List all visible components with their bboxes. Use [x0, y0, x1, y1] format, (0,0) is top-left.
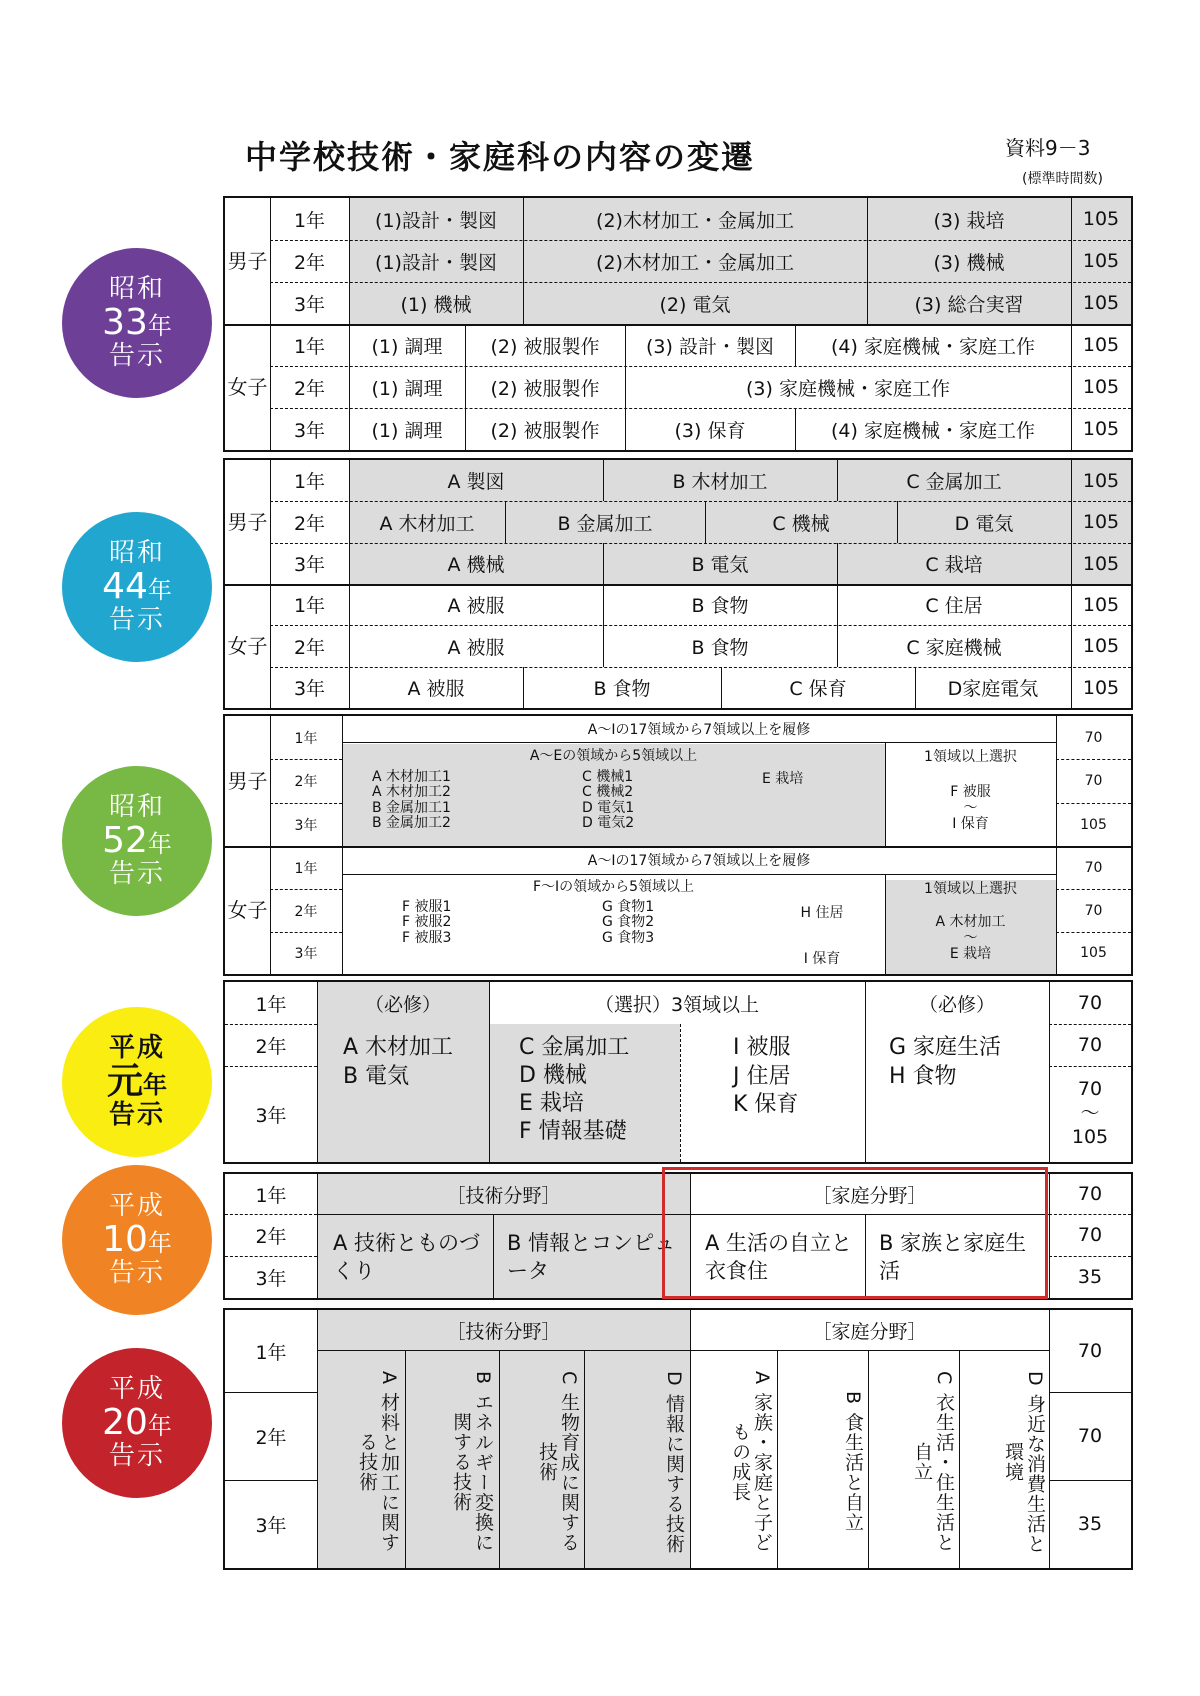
boys-label: 男子	[227, 249, 268, 273]
table-s52	[223, 714, 1133, 976]
hours-cell: 35	[1077, 1266, 1103, 1288]
content-cell: (3) 機械	[933, 251, 1005, 274]
content-cell: (3) 総合実習	[914, 293, 1024, 316]
grade-label: 3年	[294, 817, 318, 834]
content-cell: (3) 保育	[674, 419, 746, 442]
era-name: 平成	[108, 1191, 165, 1222]
girls-area-list: F 被服1 F 被服2 F 被服3	[402, 899, 452, 946]
era-badge-h20	[62, 1348, 212, 1498]
content-cell: B 金属加工	[557, 512, 653, 535]
content-cell: (1) 調理	[371, 377, 443, 400]
girls-requirement: A～Iの17領域から7領域以上を履修	[587, 853, 811, 869]
girls-area-list: I 保育	[803, 951, 841, 967]
grade-label: 1年	[294, 730, 318, 747]
era-notice: 告示	[108, 341, 165, 372]
hours-cell: 105	[1082, 552, 1120, 575]
content-cell: (4) 家庭機械・家庭工作	[831, 335, 1035, 358]
grade-label: 3年	[293, 678, 326, 700]
hours-cell: 70	[1084, 902, 1103, 919]
hours-cell: 105	[1082, 593, 1120, 616]
boys-requirement: A～Iの17領域から7領域以上を履修	[587, 722, 811, 738]
grade-label: 3年	[294, 946, 318, 962]
content-cell: (3) 設計・製図	[646, 335, 774, 358]
era-badge-s33	[62, 248, 212, 398]
content-cell: B 電気	[691, 554, 749, 576]
hours-cell: 70	[1077, 1034, 1103, 1056]
era-year: 元年	[106, 1060, 167, 1102]
technology-heading: ［技術分野］	[446, 1320, 561, 1343]
hours-cell: 105	[1082, 208, 1120, 230]
table-h1	[223, 980, 1133, 1164]
content-cell: A 被服	[447, 595, 505, 617]
hours-cell: 105	[1082, 376, 1120, 398]
content-cell: B 食物	[593, 678, 651, 700]
era-name: 平成	[108, 1374, 165, 1405]
hours-cell: 70	[1077, 1224, 1103, 1246]
table-h20	[223, 1308, 1133, 1570]
content-cell: (4) 家庭機械・家庭工作	[831, 419, 1035, 442]
content-cell: C 住居	[925, 595, 983, 617]
hours-cell: 105	[1082, 250, 1120, 272]
content-cell: B 情報とコンピュータ	[507, 1230, 676, 1283]
hours-cell: 70	[1084, 729, 1103, 746]
grade-label: 1年	[255, 1341, 287, 1364]
grade-label: 2年	[255, 1035, 287, 1058]
grade-label: 2年	[255, 1426, 287, 1449]
era-notice: 告示	[108, 605, 165, 636]
boys-sub-requirement: A～Eの領域から5領域以上	[529, 748, 698, 764]
hours-cell: 105	[1082, 469, 1120, 492]
boys-area-list: E 栽培	[762, 771, 804, 787]
hours-cell: 105	[1082, 418, 1120, 440]
unit-note: (標準時間数)	[1022, 171, 1103, 187]
elective-heading: （選択）3領域以上	[594, 993, 760, 1016]
hours-cell: 35	[1077, 1513, 1103, 1535]
grade-label: 2年	[294, 774, 318, 790]
era-badge-h1	[62, 1007, 212, 1157]
content-cell: C 生物育成に関する技術	[536, 1371, 580, 1553]
home-economics-heading: ［家庭分野］	[812, 1320, 927, 1343]
boys-elective-body: F 被服 ～ I 保育	[950, 783, 991, 833]
content-cell: C 保育	[789, 678, 847, 700]
grade-label: 3年	[293, 293, 326, 316]
home-economics-heading: ［家庭分野］	[812, 1184, 927, 1207]
girls-label: 女子	[227, 634, 268, 658]
era-notice: 告示	[108, 859, 165, 890]
required-heading: （必修）	[364, 993, 441, 1016]
grade-label: 2年	[293, 377, 326, 400]
era-year: 52年	[102, 819, 172, 861]
era-name: 平成	[108, 1033, 165, 1064]
girls-label: 女子	[227, 898, 268, 922]
boys-area-list: C 機械1 C 機械2 D 電気1 D 電気2	[582, 769, 635, 832]
document-reference: 資料9－3	[1005, 136, 1091, 160]
hours-cell: 105	[1082, 334, 1120, 356]
grade-label: 2年	[294, 903, 318, 920]
grade-label: 1年	[293, 335, 326, 358]
content-cell: (1)設計・製図	[375, 209, 497, 232]
table-s44	[223, 458, 1133, 710]
hours-cell: 70	[1077, 1340, 1103, 1362]
era-year: 20年	[102, 1401, 172, 1443]
girls-elective-body: A 木材加工 ～ E 栽培	[935, 913, 1006, 963]
content-cell: D 身近な消費生活と環境	[1002, 1370, 1046, 1554]
girls-sub-requirement: F～Iの領域から5領域以上	[532, 879, 695, 895]
hours-cell: 70 ～ 105	[1071, 1078, 1109, 1148]
content-cell: B 食物	[691, 595, 749, 617]
boys-area-list: A 木材加工1 A 木材加工2 B 金属加工1 B 金属加工2	[372, 769, 451, 832]
grade-label: 1年	[255, 1184, 287, 1207]
era-notice: 告示	[108, 1441, 165, 1472]
content-cell: A 家族・家庭と子どもの成長	[729, 1371, 773, 1553]
content-cell: (2) 被服製作	[490, 377, 600, 400]
content-cell: C 栽培	[925, 554, 983, 576]
hours-cell: 70	[1084, 859, 1103, 876]
era-badge-s52	[62, 766, 212, 916]
content-cell: B 食物	[691, 636, 749, 659]
content-cell: A 材料と加工に関する技術	[356, 1371, 400, 1553]
grade-label: 1年	[255, 993, 287, 1016]
grade-label: 1年	[294, 860, 318, 877]
grade-label: 2年	[293, 512, 326, 535]
grade-label: 3年	[255, 1514, 287, 1537]
era-name: 昭和	[108, 274, 165, 305]
girls-label: 女子	[227, 375, 268, 399]
content-cell: (1) 機械	[400, 293, 472, 316]
area-list: I 被服 J 住居 K 保育	[733, 1035, 799, 1118]
hours-cell: 105	[1082, 292, 1120, 314]
grade-label: 1年	[293, 209, 326, 232]
grade-label: 2年	[293, 636, 326, 659]
boys-label: 男子	[227, 510, 268, 534]
content-cell: A 被服	[407, 678, 465, 700]
hours-cell: 70	[1077, 1183, 1103, 1205]
girls-area-list: G 食物1 G 食物2 G 食物3	[602, 899, 655, 946]
girls-elective-title: 1領域以上選択	[924, 881, 1017, 897]
content-cell: (3) 家庭機械・家庭工作	[746, 377, 950, 400]
content-cell: (1) 調理	[371, 419, 443, 442]
era-badge-h10	[62, 1165, 212, 1315]
content-cell: C 衣生活・住生活と自立	[911, 1371, 955, 1553]
hours-cell: 70	[1084, 773, 1103, 789]
content-cell: (2) 被服製作	[490, 335, 600, 358]
hours-cell: 105	[1080, 816, 1107, 833]
area-list: A 木材加工 B 電気	[343, 1035, 454, 1089]
content-cell: (3) 栽培	[933, 209, 1005, 232]
grade-label: 3年	[255, 1267, 287, 1290]
content-cell: A 生活の自立と衣食住	[705, 1230, 853, 1283]
content-cell: D家庭電気	[947, 678, 1039, 700]
content-cell: (2)木材加工・金属加工	[596, 209, 794, 232]
area-list: C 金属加工 D 機械 E 栽培 F 情報基礎	[519, 1035, 630, 1145]
content-cell: B 木材加工	[672, 471, 768, 493]
page-title: 中学校技術・家庭科の内容の変遷	[244, 138, 755, 176]
content-cell: C 機械	[772, 512, 830, 535]
era-name: 昭和	[108, 538, 165, 569]
boys-label: 男子	[227, 769, 268, 793]
highlight-box	[662, 1167, 1048, 1299]
table-s33	[223, 196, 1133, 452]
hours-cell: 70	[1077, 992, 1103, 1014]
era-year: 10年	[102, 1218, 172, 1260]
grade-label: 3年	[255, 1104, 287, 1127]
grade-label: 1年	[293, 471, 326, 493]
boys-elective-title: 1領域以上選択	[924, 749, 1017, 765]
content-cell: D 情報に関する技術	[663, 1370, 685, 1554]
content-cell: B 家族と家庭生活	[879, 1230, 1027, 1283]
era-notice: 告示	[108, 1258, 165, 1289]
content-cell: C 金属加工	[906, 471, 1002, 493]
technology-heading: ［技術分野］	[446, 1184, 561, 1207]
era-year: 44年	[102, 565, 172, 607]
hours-cell: 70	[1077, 1425, 1103, 1447]
content-cell: (1)設計・製図	[375, 251, 497, 274]
hours-cell: 105	[1082, 635, 1120, 657]
content-cell: A 機械	[447, 554, 505, 576]
era-name: 昭和	[108, 792, 165, 823]
era-badge-s44	[62, 512, 212, 662]
hours-cell: 105	[1080, 945, 1107, 961]
girls-area-list: H 住居	[800, 905, 844, 921]
content-cell: A 製図	[447, 471, 505, 493]
required-heading: （必修）	[918, 993, 995, 1016]
content-cell: D 電気	[954, 512, 1014, 535]
grade-label: 1年	[293, 595, 326, 617]
content-cell: A 被服	[447, 636, 505, 659]
era-year: 33年	[102, 301, 172, 343]
era-notice: 告示	[108, 1100, 165, 1131]
content-cell: (2)木材加工・金属加工	[596, 251, 794, 274]
content-cell: (2) 被服製作	[490, 419, 600, 442]
content-cell: B 食生活と自立	[842, 1391, 864, 1533]
content-cell: B エネルギー変換に関する技術	[450, 1371, 494, 1553]
content-cell: (2) 電気	[659, 293, 731, 316]
content-cell: (1) 調理	[371, 335, 443, 358]
hours-cell: 105	[1082, 676, 1120, 699]
hours-cell: 105	[1082, 511, 1120, 533]
content-cell: C 家庭機械	[906, 636, 1002, 659]
grade-label: 2年	[293, 251, 326, 274]
grade-label: 3年	[293, 554, 326, 576]
content-cell: A 技術とものづくり	[333, 1230, 481, 1283]
grade-label: 3年	[293, 419, 326, 442]
content-cell: A 木材加工	[379, 512, 475, 535]
grade-label: 2年	[255, 1225, 287, 1248]
area-list: G 家庭生活 H 食物	[889, 1035, 1002, 1089]
